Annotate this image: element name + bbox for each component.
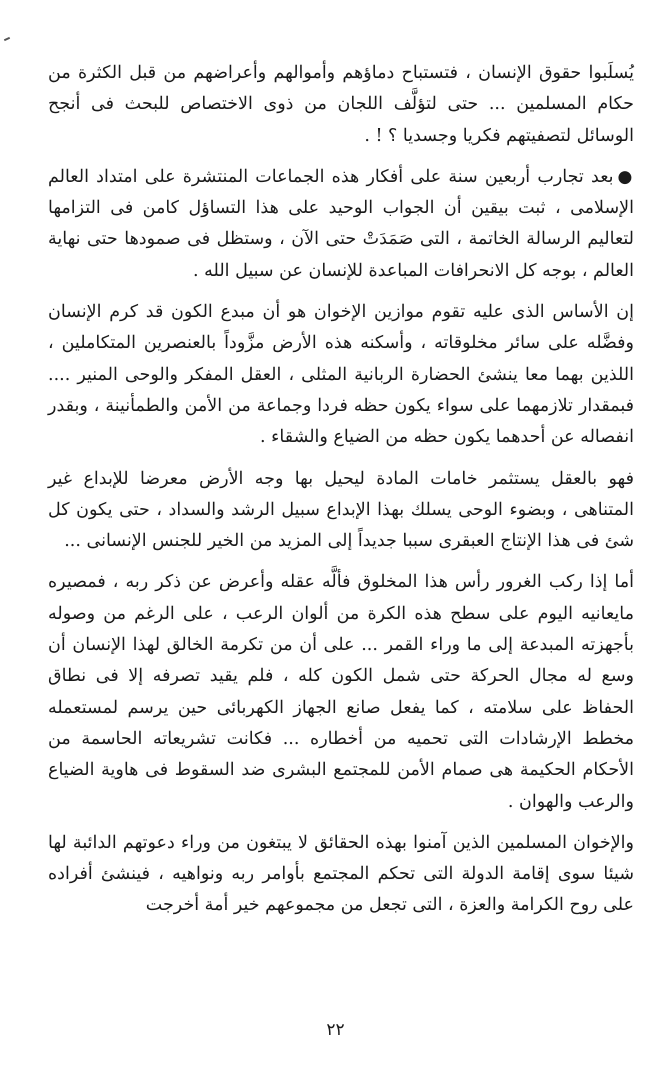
paragraph-3: إن الأساس الذى عليه تقوم موازين الإخوان هو أن مبدع الكون قد كرم الإنسان وفضَّله على سائر مخلوقاته ، وأسكنه هذه الأرض مزَّوداً بالعنصرين المتكاملين ، اللذين بهما معا ينشئ الحضارة الربانية المثلى ، العقل المفكر والوحى المنير .... فبمقدار تلازمهما على سواء يكون حظه فردا وجماعة من الأمن والطمأنينة ، وبقدر انفصاله عن أحدهما يكون حظه من الضياع والشقاء .: [48, 302, 634, 448]
paragraph-4: فهو بالعقل يستثمر خامات المادة ليحيل بها وجه الأرض معرضا للإبداع غير المتناهى ، وبضوء الوحى يسلك بهذا الإبداع سبيل الرشد والسداد ، حتى يكون كل شئ فى هذا الإنتاج العبقرى سببا جديداً إلى المزيد من الخير للجنس الإنسانى ...: [48, 468, 634, 552]
paragraph-6: والإخوان المسلمين الذين آمنوا بهذه الحقائق لا يبتغون من وراء دعوتهم الدائبة لها شيئا سوى إقامة الدولة التى تحكم المجتمع بأوامر ربه ونواهيه ، فينشئ أفراده على روح الكرامة والعزة ، التى تجعل من مجموعهم خير أمة أخرجت: [48, 832, 634, 916]
paragraph-2: [48, 162, 634, 287]
paragraph-2-text: بعد تجارب أربعين سنة على أفكار هذه الجماعات المنتشرة على امتداد العالم الإسلامى ، ثبت بيقين أن الجواب الوحيد على هذا التساؤل كامن فى التزامها لتعاليم الرسالة الخاتمة ، التى صَمَدَتْ حتى الآن ، وستظل فى صمودها حتى نهاية العالم ، بوجه كل الانحرافات المباعدة للإنسان عن سبيل الله .: [48, 166, 634, 281]
bullet-icon: ●: [617, 166, 634, 187]
paragraph-5: أما إذا ركب الغرور رأس هذا المخلوق فألَّه عقله وأعرض عن ذكر ربه ، فمصيره مايعانيه اليوم على سطح هذه الكرة من ألوان الرعب ، على الرغم من وصوله بأجهزته المبدعة إلى ما وراء القمر ... على أن من تكرمة الخالق لهذا الإنسان أن وسع له مجال الحركة حتى شمل الكون كله ، فلم يقيد تصرفه إلا فى نطاق الحفاظ على سلامته ، كما يفعل صانع الجهاز الكهربائى حين يرسم لمستعمله مخطط الإرشادات التى تحميه من أخطاره ... فكانت تشريعاته الحاسمة من الأحكام الحكيمة هى صمام الأمن للمجتمع البشرى ضد السقوط فى هاوية الضياع والرعب والهوان .: [48, 572, 634, 812]
margin-mark: [4, 37, 10, 41]
body-text: [48, 58, 634, 922]
paragraph-1: يُسلَبوا حقوق الإنسان ، فتستباح دماؤهم وأموالهم وأعراضهم من قبل الكثرة من حكام المسلمين ... حتى لتؤلَّف اللجان من ذوى الاختصاص للبحث فى أنجح الوسائل لتصفيتهم فكريا وجسديا ؟ ! .: [48, 63, 634, 146]
page-number: ٢٢: [326, 1020, 345, 1040]
